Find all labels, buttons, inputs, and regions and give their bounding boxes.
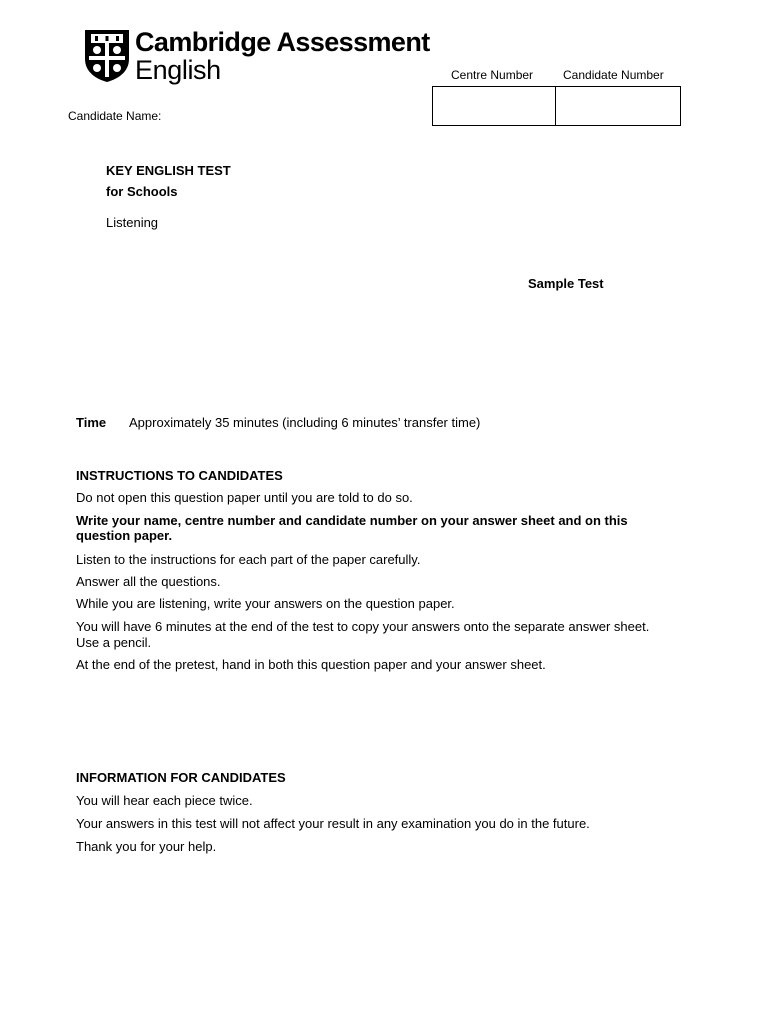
candidate-number-label: Candidate Number	[563, 68, 664, 82]
test-subtitle: for Schools	[106, 184, 178, 199]
information-heading: INFORMATION FOR CANDIDATES	[76, 770, 286, 785]
instructions-heading: INSTRUCTIONS TO CANDIDATES	[76, 468, 283, 483]
test-title: KEY ENGLISH TEST	[106, 163, 231, 178]
centre-number-box[interactable]	[432, 86, 557, 126]
candidate-number-box[interactable]	[555, 86, 681, 126]
instruction-item: You will have 6 minutes at the end of the test to copy your answers onto the separate answer sheet. Use a pencil.	[76, 619, 650, 650]
paper-name: Listening	[106, 215, 159, 230]
centre-number-label: Centre Number	[451, 68, 534, 82]
instruction-item: Answer all the questions.	[76, 574, 221, 589]
time-label: Time	[76, 415, 107, 430]
instruction-item: Do not open this question paper until you are told to do so.	[76, 490, 413, 505]
information-item: Your answers in this test will not affect your result in any examination you do in the future.	[76, 816, 590, 831]
cambridge-shield-icon	[84, 29, 130, 83]
information-item: You will hear each piece twice.	[76, 793, 253, 808]
logo-subtitle: English	[135, 55, 221, 85]
instruction-item: Listen to the instructions for each part of the paper carefully.	[76, 552, 421, 567]
logo-title: Cambridge Assessment	[135, 27, 430, 57]
instruction-item: Write your name, centre number and candidate number on your answer sheet and on this question paper.	[76, 513, 628, 543]
instruction-item: At the end of the pretest, hand in both this question paper and your answer sheet.	[76, 657, 546, 672]
information-item: Thank you for your help.	[76, 839, 217, 854]
candidate-name-label: Candidate Name:	[68, 109, 162, 123]
instruction-item: While you are listening, write your answers on the question paper.	[76, 596, 455, 611]
sample-test-label: Sample Test	[528, 276, 604, 291]
time-value: Approximately 35 minutes (including 6 minutes’ transfer time)	[129, 415, 481, 430]
